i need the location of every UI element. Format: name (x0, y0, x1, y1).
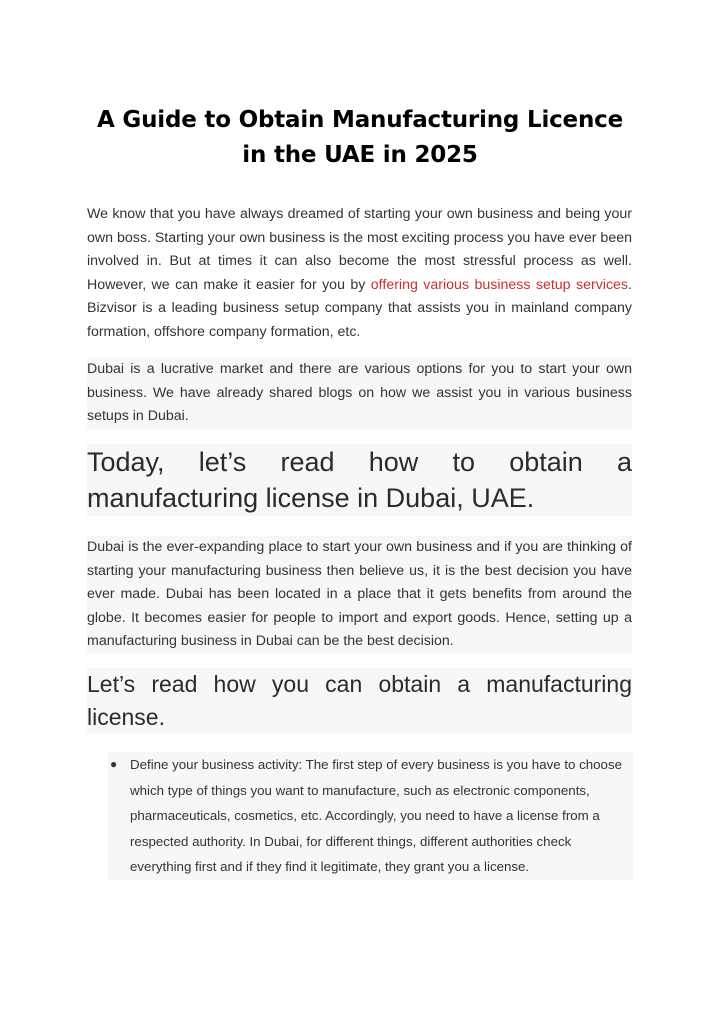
section-heading-how-to-line-2: license. (87, 704, 165, 730)
section-heading-how-to (87, 668, 632, 734)
list-item (108, 752, 633, 880)
section-heading-today (87, 444, 632, 516)
business-setup-services-link[interactable]: offering various business setup services (370, 276, 629, 293)
list-item-text: Define your business activity: The first step of every business is you have to choose which type of things you want to manufacture, such as electronic components, pharmaceuticals, cosmetics, etc. Accordingly, you need to have a license from a respected authority. In Dubai, for different things, different authorities check everything first and if they find it legitimate, they grant you a license. (130, 757, 622, 874)
steps-list (108, 752, 633, 880)
intro-paragraph (87, 203, 632, 345)
bullet-icon: ● (110, 757, 118, 771)
section-heading-today-line-2: manufacturing license in Dubai, UAE. (87, 483, 535, 513)
intro-text-after-link: . Bizvisor is a leading business setup company that assists you in mainland company formation, offshore company formation, etc. (87, 276, 632, 340)
section-heading-how-to-line-1: Let’s read how you can obtain a manufacturing (87, 671, 632, 697)
section-heading-today-line-1: Today, let’s read how to obtain a (87, 447, 632, 477)
manufacturing-paragraph: Dubai is the ever-expanding place to start your own business and if you are thinking of starting your manufacturing business then believe us, it is the best decision you have ever made. Dubai has been located in a place that it gets benefits from around the globe. It becomes easier for people to import and export goods. Hence, setting up a manufacturing business in Dubai can be the best decision. (87, 536, 632, 654)
intro-text-before-link: We know that you have always dreamed of starting your own business and being your own boss. Starting your own business is the most exciting process you have ever been involved in. But at times it can also become the most stressful process as well. However, we can make it easier for you by (87, 206, 632, 293)
document-title: A Guide to Obtain Manufacturing Licence in the UAE in 2025 (97, 107, 623, 168)
dubai-market-paragraph: Dubai is a lucrative market and there are various options for you to start your own business. We have already shared blogs on how we assist you in various business setups in Dubai. (87, 358, 632, 429)
